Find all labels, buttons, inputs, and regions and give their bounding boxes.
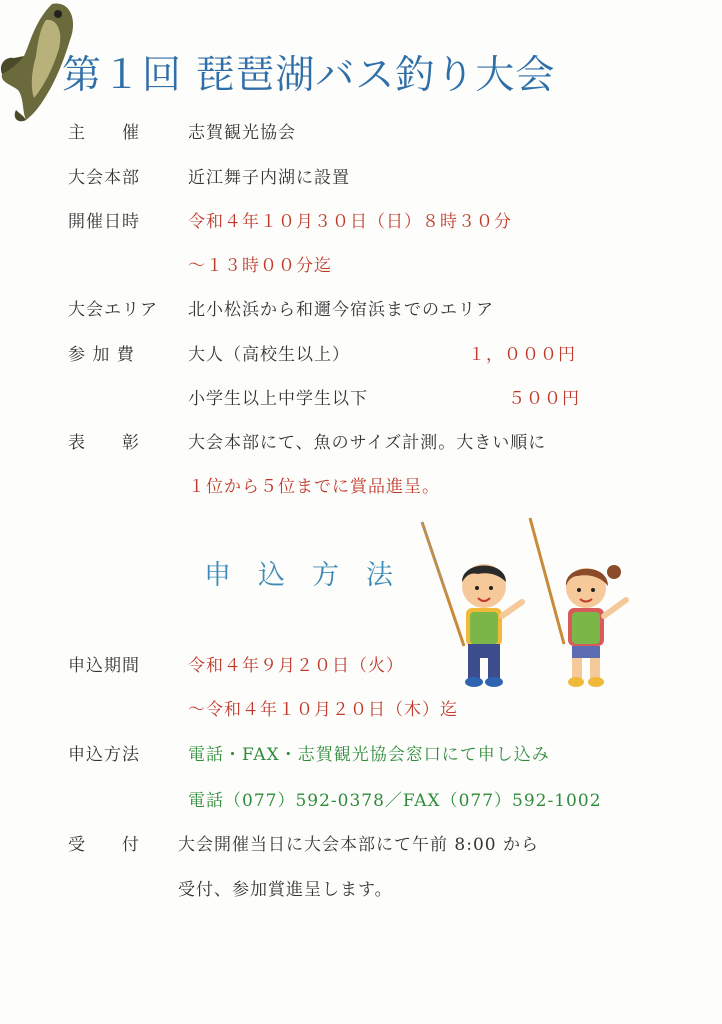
period-line1: 令和４年９月２０日（火） (188, 656, 404, 676)
organizer-label: 主 催 (68, 123, 140, 143)
award-line2: １位から５位までに賞品進呈。 (188, 477, 440, 497)
hq-value: 近江舞子内湖に設置 (188, 168, 350, 188)
page-title: 第１回 琵琶湖バス釣り大会 (62, 53, 556, 98)
date-line2: ～１３時００分迄 (188, 256, 332, 276)
reception-line2: 受付、参加賞進呈します。 (178, 880, 393, 900)
area-label: 大会エリア (68, 300, 158, 320)
period-label: 申込期間 (68, 656, 140, 676)
application-heading: 申 込 方 法 (204, 560, 393, 591)
reception-line1: 大会開催当日に大会本部にて午前 8:00 から (178, 835, 539, 855)
fee-label: 参 加 費 (68, 345, 135, 365)
fee-adult-price: １，０００円 (468, 345, 576, 365)
fee-child-category: 小学生以上中学生以下 (188, 389, 368, 409)
award-label: 表 彰 (68, 433, 140, 453)
period-line2: ～令和４年１０月２０日（木）迄 (188, 700, 458, 720)
area-value: 北小松浜から和邇今宿浜までのエリア (188, 300, 494, 320)
hq-label: 大会本部 (68, 168, 140, 188)
reception-label: 受 付 (68, 835, 140, 855)
award-line1: 大会本部にて、魚のサイズ計測。大きい順に (188, 433, 547, 453)
method-label: 申込方法 (68, 745, 140, 765)
kids-fishing-illustration (418, 516, 640, 691)
fee-adult-category: 大人（高校生以上） (188, 345, 350, 365)
date-label: 開催日時 (68, 212, 140, 232)
organizer-value: 志賀観光協会 (188, 123, 296, 143)
method-line1: 電話・FAX・志賀観光協会窓口にて申し込み (188, 745, 550, 765)
method-line2: 電話（077）592-0378／FAX（077）592-1002 (188, 791, 602, 811)
fee-child-price: ５００円 (508, 389, 580, 409)
date-line1: 令和４年１０月３０日（日）８時３０分 (188, 212, 512, 232)
